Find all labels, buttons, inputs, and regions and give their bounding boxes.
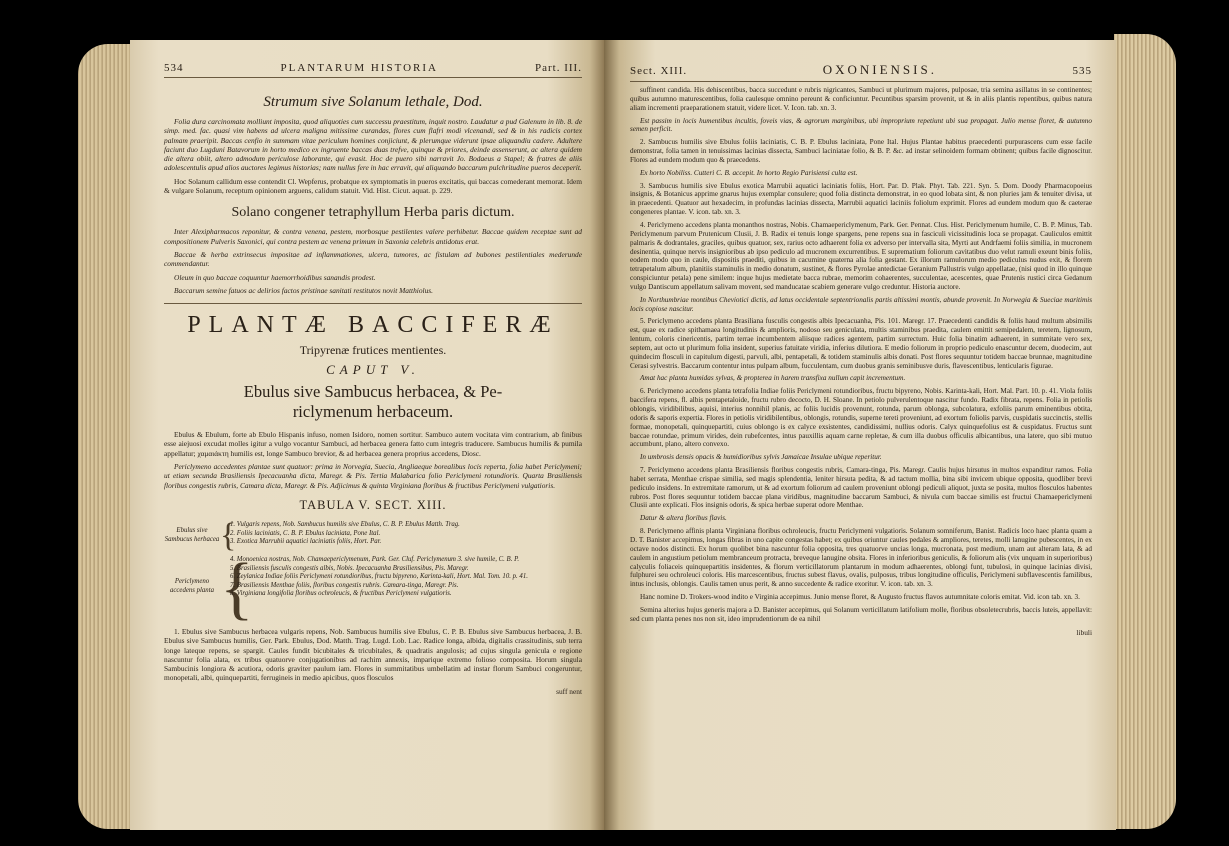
paragraph: Periclymeno accedentes plantae sunt quatuor: prima in Norvegia, Suecia, Angliaeque borealibus locis reperta, folia habet Periclymeni; ut etiam secunda Brasiliensis Ipecacuanha dicta, Maregr. & Pis. Tertia Malabarica folio Periclymeni rotundioris. Quarta Brasiliensis floribus congestis rubris, Camara dicta, Maregr. & Pis. Adjicimus & quinta Virginiana floribus & fructibus Periclymeni vulgatioris. — [164, 462, 582, 490]
paragraph: Inter Alexipharmacos reponitur, & contra venena, pestem, morbosque pestilentes valere perhibetur. Baccae quidem receptae sunt ad compositionem Pulveris Saxonici, qui contra pestem ac venena primum in Saxonia celebris antidotus erat. — [164, 227, 582, 246]
table-group-items — [230, 521, 582, 551]
section-heading: PLANTÆ BACCIFERÆ — [187, 312, 559, 339]
table-group-label: Ebulus sive Sambucus herbacea — [164, 526, 220, 543]
paragraph: Est passim in locis humentibus incultis, foveis vias, & agrorum marginibus, ubi improprium repetiunt ubi sua propagat. Julio mense floret, & autumno semen perficit. — [630, 116, 1092, 134]
paragraph: Hoc Solanum callidum esse contendit Cl. Wepferus, probatque ex symptomatis in pueros excitatis, qui baccas comederant memorat. Idem & vulgare Solanum, receptum opinionem arguens, calidum statuit. Vid. Hist. Cicut. aquat. p. 229. — [164, 176, 582, 196]
chapter-title — [164, 382, 582, 422]
paragraph: 3. Sambucus humilis sive Ebulus exotica Marrubii aquatici laciniatis foliis, Hort. Par. D. Plak. Phyt. Tab. 221. Syn. 5. Dom. Doody Pharmacopoeius insignis, & Botanicus apprime gnarus hujus exemplar consulere; quod folia distincta demonstrat, in eo quod lobata sint, & non pluries jam & tenuiter divisa, ut in praecedenti. Quatuor aut hexadecim, in profundas lacinias dissecta, Marrubii aquatici laciniis foliolum exprimit. Flores ad eundem modum quo & caeterae congeneres plantae. V. icon. tab. xn. 3. — [630, 181, 1092, 217]
paragraph: In umbrosis densis opacis & humidioribus sylvis Jamaicae Insulae ubique reperitur. — [640, 453, 882, 462]
table-group-ebulus — [164, 516, 582, 554]
table-row: 6. Zeylanica Indiae foliis Periclymeni rotundioribus, fructu bipyreno, Karinta-kali, Hort. Mal. Tom. 10. p. 41. — [230, 573, 528, 581]
table-group-items — [230, 556, 582, 622]
paragraph: 6. Periclymeno accedens planta tetrafolia Indiae foliis Periclymeni rotundioribus, fructu bipyreno, Nobis. Karinta-kali, Hort. Mal. Part. 10. p. 41. Viola foliis baccifera repens, fl. albis pentapetaloide, fructu rubro decocto, D. H. Sloane. In petiolo pulverulentoque nascitur fundo. Radix fibrata, repens. Folia in petiolis oblongis, viridibilibus, aquisi, interius nonnihil planis, ac foliis lucidis provenunt, rotunda, parum oblonga, subcolatura, exfoliis parum eminentibus obtita, odoris & saporis expertia. Flores in petiolis viridibilentibus, oblongis, rotundis, superne tereti proveniunt, ad exortum foliolis parvis, cuspidatis succinctis, stellis formae, monopetali, quinquepartiti, cuius oblongo is ex calyce exsistentes, candidissimi, nullius odoris. Calyx quinquefolius est & cuspidatus. Fructus sunt baccae rotundae, primum virides, dein rubefcentes, intus pauxillis aquam carne repletae, & cum illa duobus officulis albicantibus, una latere, quo sibi mutuo accumbunt, plano, altero convexo. — [630, 387, 1092, 449]
paragraph: 7. Periclymeno accedens planta Brasiliensis floribus congestis rubris, Camara-tinga, Pis. Maregr. Caulis hujus hirsutus in multos expanditur ramos. Folia habet serrata, Menthae crispae similia, sed magis splendentia, leniter hirsuta pedita, & ad tactum mollia, bina sibi invicem ubique opposita, quodliber brevi pediculo insidens. In extremitate ramorum, ut & ad exortum foliorum ad caulem proveniunt oblongi pediculi aliquot, juxta se posita, multos flosculos habentes rubros. Post flores sequuntur totidem baccae plana viridibus, magnitudine baccarum Sambuci, & nivula cum baccae similis est fructui Chamaepericlymeni Clusii ante explicati. Flos insignis odoris, & spica herbae superat odore Menthae. — [630, 466, 1092, 510]
catchword: suff nent — [556, 686, 582, 696]
brace-glyph: { — [220, 516, 237, 554]
paragraph: 4. Periclymeno accedens planta monanthos nostras, Nobis. Chamaepericlymenum, Park. Ger. Pennat. Clus. Hist. Periclymenum humile, C. B. P. Minus, Tab. Periclymenum parvum Prutenicum Clusii, J. B. Radix ei tenuis longe spargens, pene repens sua in fasciculi vicissitudinis loca se propagat. Cauliculos emittit palmaris & dodrantales, graciles, quibus quatuor, sex, rarius octo adhaerent folia ex adverso per intervalla sita, Myrti aut Andrfaemi foliis similia, in mucronem desinentia, quinque nervis insignioribus ab ipso pediculo ad mucronem excurrentibus. E suprematium foliorum cavitatibus duo velut ramuli exeunt binis foliis, eodem modo quo in caule, dispositis praediti, quibus in cacumine quaterna alia folia gestant. Ex illorum ramulorum medio pediculus nudus exit, & florem tetrapetalum album, planitiis staminulis in medio donatum, sustinet, & flores Pyrolae antedictae Geranium Pallustris vulgo appellatae, (nisi quod in illo quinque conspiciuntur petala) pene similem: inque hujus medietate bacca rubrae, memorim cohaerentes, succulentae, acescentes, quae Prutenis rustici circa Gedanum vulgo Dantiscum appellatum salivam movent, sed manducatae scabiem generare vulgo creduntur. Historia auctore. — [630, 220, 1092, 291]
left-page-number: 534 — [164, 62, 184, 74]
right-section: Sect. XIII. — [630, 65, 688, 77]
paragraph: Baccarum semine fatuos ac delirios factos pristinae sanitati restitutos novit Matthiolus. — [174, 285, 434, 295]
paragraph: Datur & altera floribus flavis. — [640, 514, 727, 523]
paragraph: 5. Periclymeno accedens planta Brasiliana fusculis congestis albis Ipecacuanha, Pis. 101. Maregr. 17. Praecedenti candidis & foliis haud multum absimilis est, quae ex radice spithamaea longitudinis & amplioris, nodoso seu geniculata, multis staminibus praedita, caulem emittit semipedalem, teretem, lignosum, lentum, coloris cinericentis, partim terrae incumbentem aliisque radices agentem, partim surrectum. Huic folia binatim adhaerent, in summitate vero sex, septem, aut octo ut plurimum folia insident, superius fatuitate viridia, inferius dilutiora. E medio foliorum in proprio pediculo enascuntur decem, duodecim, aut quindecim flosculi in capitulum digesti, parvuli, albi, pentapetali, & totidem staminulis albis donati. Post flores sequuntur totidem baccae brunnae, magnitudine Cerasi sylvestris. Baccarum contentur intus pulpam album, fucculentam, cum duobus granis seminibusve duris, flavescentibus, lenticularis figurae. — [630, 317, 1092, 370]
table-row: 7. Brasiliensis Menthae foliis, floribus congestis rubris. Camara-tinga, Maregr. Pis. — [230, 581, 459, 589]
right-running-head — [630, 40, 1092, 82]
book-spread — [78, 14, 1176, 836]
left-page-edges — [78, 44, 132, 829]
paragraph: Amat hac planta humidas sylvas, & propterea in harem transfixa nullum capit incrementum. — [640, 374, 906, 383]
solano-title: Solano congener tetraphyllum Herba paris dictum. — [231, 205, 515, 221]
paragraph: 8. Periclymeno affinis planta Virginiana floribus ochroleucis, fructu Periclymeni vulgatioris. Solanum somniferum, Banist. Radicis loco haec planta quam a D. T. Banister accepimus, longas fibras in uno capite congestas habet; ex quibus oriuntur caules pedales & ampliores, teretes, molli lanugine pubescentes, in ex octave nodos distincti. Ex horum quolibet bina nascuntur folia opposita, tres quatuorve uncias longa, mucronata, post medium, unam aut alteram lata, & ad caulem in angustium petiolum membranceum protracta, breveque lanugine obsita. Flores in inferioribus geniculis, & foliorum alis (vix unquam in superioribus) calyculis foliaceis quinquepartitis insidentes, & florum verticillatorum plantarum in modum adhaerentes, oblongi funt, tubulosi, in quinque lacinias divisi, fulphurei seu ochroleuci coloris. His marcescentibus, fructus subest flavus, ovalis, pulposus, tribus longitudine officulis, Periclymeni subflavescentis familibus, intus inclusis, oblongis. Caulis tamen unus perit, & anno succedente & radice exoritur. V. icon. tab. xn. 3. — [630, 527, 1092, 589]
table-row: 8. Virginiana longifolia floribus ochroleucis, & fructibus Periclymeni vulgatioris. — [230, 590, 452, 598]
paragraph: suffinent candida. His dehiscentibus, bacca succedunt e rubris nigricantes, Sambuci ut plurimum majores, pulposae, tria semina asillatus in se continentes; quibus autumno maturescentibus, folia caulesque omnino pereunt & conficiuntur. Pecuntibus sparsim provenit, ut & in aliis plantis repentibus, quibus natura aliam incrementi praeparationem statuit, videre licet. V. Icon. tab. xn. 3. — [630, 86, 1092, 112]
table-row: 2. Foliis laciniatis, C. B. P. Ebulus laciniata, Pone Ital. — [230, 529, 381, 537]
table-row: 1. Vulgaris repens, Nob. Sambucus humilis sive Ebulus, C. B. P. Ebulus Matth. Trag. — [230, 520, 460, 528]
table-row: 3. Exotica Marrubii aquatici laciniatis foliis, Hort. Par. — [230, 538, 382, 546]
paragraph: Baccae & herba extrinsecus impositae ad inflammationes, ulcera, tumores, ac fistulam ad bubones pestilentiales mederunde commendantur. — [164, 249, 582, 269]
chapter-title-line-2: riclymenum herbaceum. — [292, 402, 454, 422]
left-part: Part. III. — [535, 62, 582, 74]
table-group-periclymeno — [164, 549, 582, 627]
catchword: libuli — [1076, 627, 1092, 637]
section-subheading: Tripyrenæ frutices mentientes. — [299, 343, 447, 358]
paragraph: In Northumbriae montibus Cheviotici dictis, ad latus occidentale septentrionalis partis altissimi montis, abunde provenit. In Norwegia & Sueciae maritimis locis copiose nascitur. — [630, 295, 1092, 313]
paragraph: Folia dura carcinomata molliunt imposita, quod aliquoties cum successu praestitum, inquit nostro. Laudatur a pud Galenum in lib. 8. de simp. med. fac. quasi vim habens ad ulcera maligna mitissime curandas, flores cum flafri modi vlcenandi, sed & in his radicis cortex palmam praeripit. Baccas cenfio in summam vitae periculum homines conjiciunt, & plerumque viderunt ipsae aliquandiu cadere. Adultere faciunt duo Lugduni Batavorum in horto medico ex ingruente baccas duas trefve, quinque & priores, deinde assenserunt, ac altera quidem die altera obiit, altero admodum periculose laborante, qui evasit. Hoc de puero sibi narravit Jo. Bodaeus a Stapel; & fratres de aliis adolescentulis apud alios auctores legimus historias; nam nullus fere in hac erravit, qui aliquando baccarum pulchritudine pueros deceperit. — [164, 117, 582, 173]
divider — [164, 303, 582, 304]
table-row: 5. Brasiliensis fusculis congestis albis, Nobis. Ipecacuanha Brasiliensibus, Pis. Maregr. — [230, 564, 469, 572]
right-running-title: OXONIENSIS. — [822, 62, 937, 77]
caput-heading: CAPUT V. — [326, 362, 420, 378]
paragraph: Ebulus & Ebulum, forte ab Ebulo Hispanis infuso, nomen Isidoro, nomen sortitur. Sambuco autem vocitata vim contrarium, ab finibus esse aiejuosi excudat molles igitur a vulgo vocantur Sambuci, ad herbacea genera fatto cum integris traducere. Sambucus humilis & pumila appellatur; χαμαιάκτη humilis est, longe Sambuco brevior, & ad herbacea genera proprius accedens, Diosc. — [164, 430, 582, 458]
right-page — [604, 40, 1116, 830]
table-group-label: Periclymeno accedens planta — [170, 577, 214, 594]
paragraph: 1. Ebulus sive Sambucus herbacea vulgaris repens, Nob. Sambucus humilis sive Ebulus, C. P. B. Ebulus sive Sambucus herbacea, J. B. Ebulus sive Sambucus humilis, Ger. Park. Ebulus, Dod. Matth. Trag. Lugd. Lob. Lac. Radice longa, albida, digitalis crassitudinis, sub terra longe lateque repens, se spargit. Caules fundit bicubitales & tricubitales, & quadratis angulosis; ad cujus singula genicula e regione nascuntur folia alata, ex tribus quatuorve conjugationibus ad rachim annexis, imparique extremo folioso composita. Horum singula Sambucinis longiora & acutiora, odoris graviter paulum iam. Flores in summitatibus umbellatim ad instar florum Sambuci congeruntur, monopetali, albi, quinquepartiti, ferrugineis in medio apicibus, quos flosculos — [164, 626, 582, 683]
paragraph: Ex horto Nobiliss. Cutteri C. B. accepit. In horto Regio Parisiensi culta est. — [640, 168, 858, 177]
table-row: 4. Monoenica nostras, Nob. Chamaepericlymenum, Park. Ger. Cluf. Periclymenum 3. sive humile, C. B. P. — [230, 555, 520, 563]
brace-glyph: { — [220, 549, 254, 627]
left-running-head — [164, 40, 582, 78]
paragraph: Hanc nomine D. Trokers-wood indito e Virginia accepimus. Junio mense floret, & Augusto fructus flavos autumnitate coloris emitat. Vid. icon tab. xn. 3. — [640, 593, 1080, 602]
right-page-number: 535 — [1072, 65, 1092, 77]
paragraph: 2. Sambucus humilis sive Ebulus foliis laciniatis, C. B. P. Ebulus laciniata, Pone Ital. Hujus Plantae habitus praecedenti purpurascens cum esse facile demonstrat, folia tamen in tenuissimas lacinias dissecta, Sambuci laciniatae folio, & B. P. &c. ad instar selinoidem formam obtinent; quibus facile dignoscitur. Flores ad eundem modum quo & praecedens. — [630, 138, 1092, 164]
left-running-title: PLANTARUM HISTORIA — [280, 62, 438, 74]
paragraph: Semina alterius hujus generis majora a D. Banister accepimus, qui Solanum verticillatum latifolium molle, floribus obsoletecrubris, baccis luteis, appellavit: sed cum planta penes nos non sit, ideo imprudentiorum de ea nihil — [630, 605, 1092, 623]
chapter-title-line-1: Ebulus sive Sambucus herbacea, & Pe- — [243, 382, 503, 402]
right-page-edges — [1114, 34, 1176, 829]
paragraph: Oleum in quo baccae coquuntur haemorrhoidibus sanandis prodest. — [174, 272, 376, 282]
left-page — [130, 40, 604, 830]
tabula-heading: TABULA V. SECT. XIII. — [299, 497, 447, 512]
strumum-title: Strumum sive Solanum lethale, Dod. — [263, 94, 483, 110]
